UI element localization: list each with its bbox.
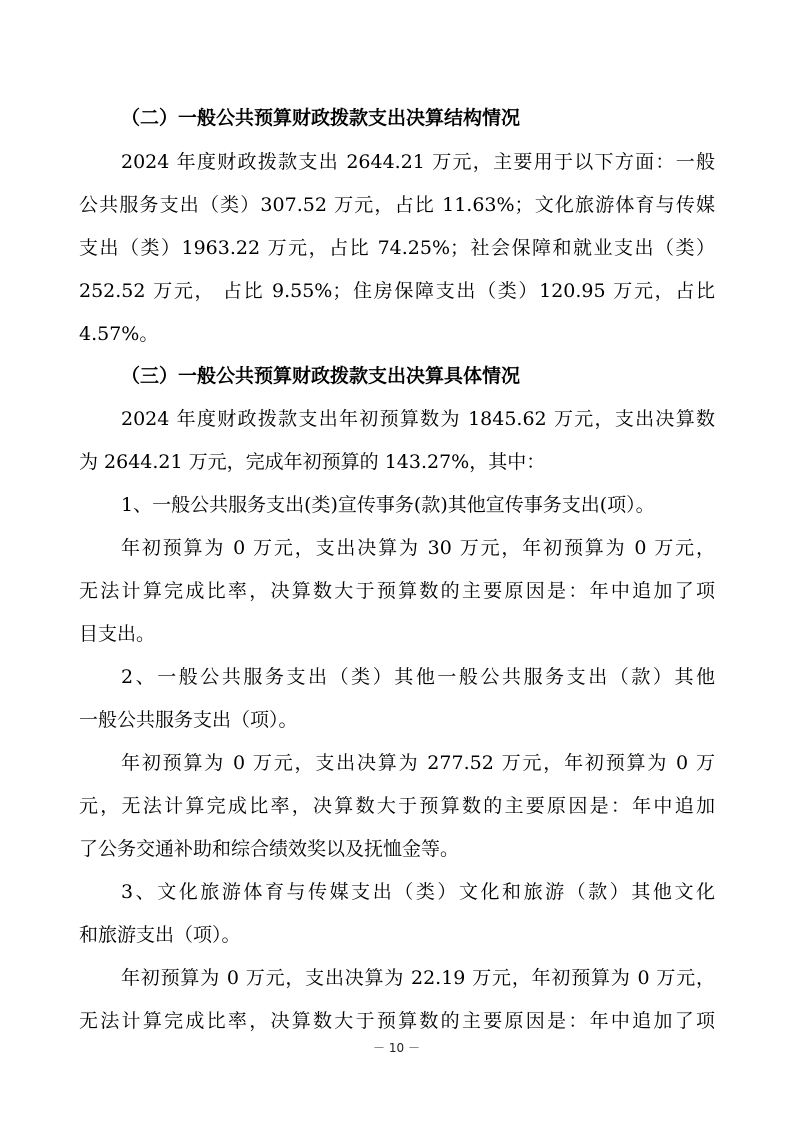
item-body-line: 年初预算为 0 万元，支出决算为 277.52 万元，年初预算为 0 万 bbox=[121, 752, 715, 774]
paragraph-line: 为 2644.21 万元，完成年初预算的 143.27%，其中： bbox=[79, 451, 546, 473]
item-title: 2、一般公共服务支出（类）其他一般公共服务支出（款）其他 bbox=[121, 666, 715, 688]
paragraph-line: 4.57%。 bbox=[79, 323, 159, 345]
paragraph-line: 2024 年度财政拨款支出年初预算数为 1845.62 万元，支出决算数 bbox=[121, 408, 715, 430]
section-heading: （二）一般公共预算财政拨款支出决算结构情况 bbox=[121, 107, 521, 129]
item-body-line: 无法计算完成比率，决算数大于预算数的主要原因是：年中追加了项 bbox=[79, 1010, 715, 1032]
item-title: 和旅游支出（项）。 bbox=[79, 924, 241, 946]
item-body-line: 元，无法计算完成比率，决算数大于预算数的主要原因是：年中追加 bbox=[79, 795, 715, 817]
item-body-line: 年初预算为 0 万元，支出决算为 22.19 万元，年初预算为 0 万元， bbox=[121, 967, 715, 989]
section-heading: （三）一般公共预算财政拨款支出决算具体情况 bbox=[121, 365, 521, 387]
item-body-line: 目支出。 bbox=[79, 623, 156, 645]
item-title: 1、一般公共服务支出(类)宣传事务(款)其他宣传事务支出(项）。 bbox=[121, 494, 655, 516]
paragraph-line: 支出（类）1963.22 万元，占比 74.25%；社会保障和就业支出（类） bbox=[79, 237, 715, 259]
item-title: 一般公共服务支出（项）。 bbox=[79, 709, 298, 731]
item-body-line: 了公务交通补助和综合绩效奖以及抚恤金等。 bbox=[79, 838, 460, 860]
item-title: 3、文化旅游体育与传媒支出（类）文化和旅游（款）其他文化 bbox=[121, 881, 715, 903]
paragraph-line: 公共服务支出（类）307.52 万元，占比 11.63%；文化旅游体育与传媒 bbox=[79, 194, 715, 216]
paragraph-line: 2024 年度财政拨款支出 2644.21 万元，主要用于以下方面：一般 bbox=[121, 151, 715, 173]
paragraph-line: 252.52 万元， 占比 9.55%；住房保障支出（类）120.95 万元，占比 bbox=[79, 280, 715, 302]
page-number: － 10 － bbox=[373, 1041, 420, 1055]
item-body-line: 年初预算为 0 万元，支出决算为 30 万元，年初预算为 0 万元， bbox=[121, 537, 715, 559]
item-body-line: 无法计算完成比率，决算数大于预算数的主要原因是：年中追加了项 bbox=[79, 580, 715, 602]
